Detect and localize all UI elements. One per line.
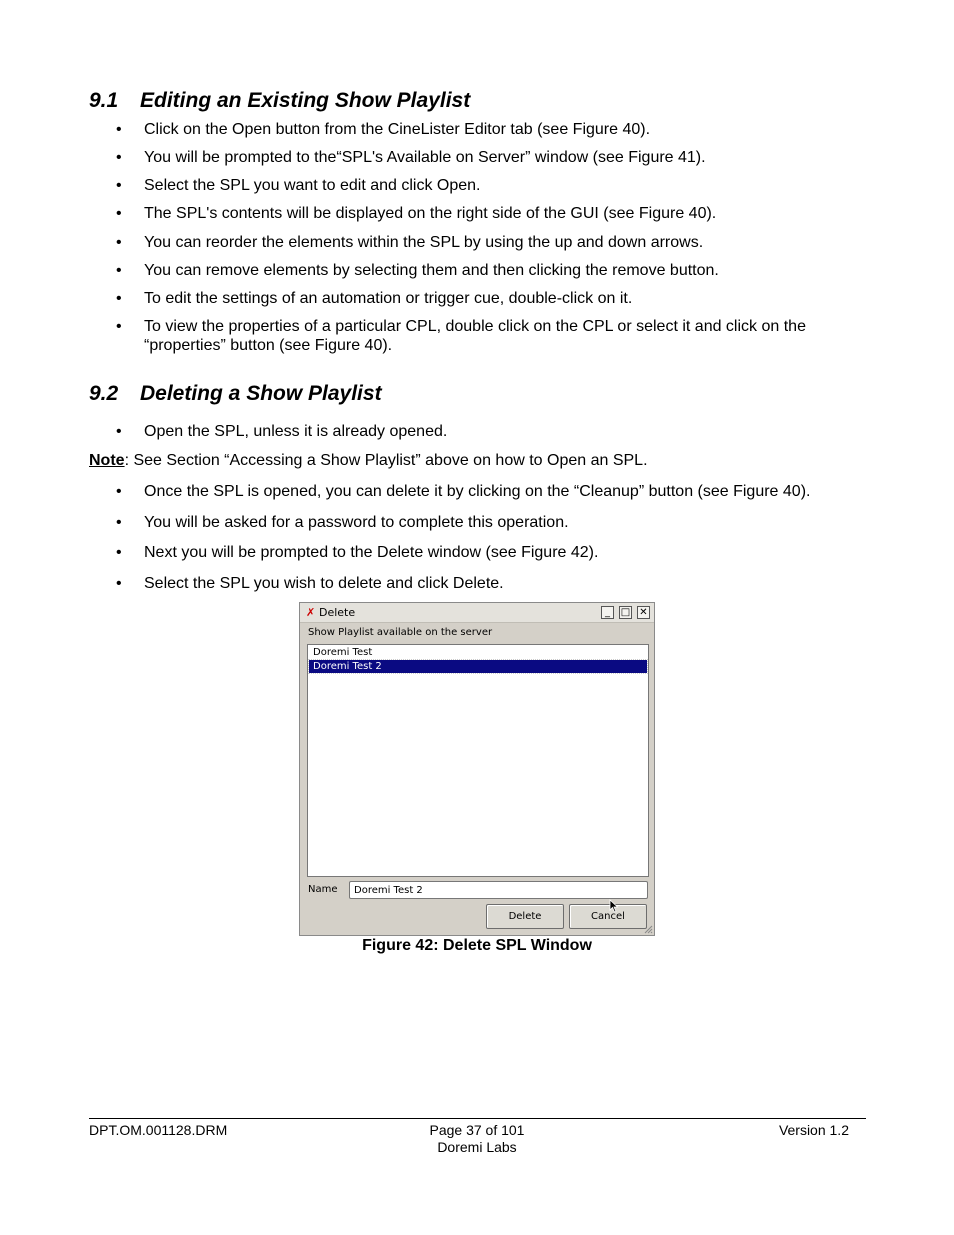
bullet-text: You can reorder the elements within the SPL by using the up and down arrows. [144, 234, 704, 251]
section-number: 9.1 [89, 89, 119, 112]
bullet-text: Select the SPL you wish to delete and click Delete. [144, 575, 504, 592]
bullet-text: The SPL's contents will be displayed on the right side of the GUI (see Figure 40). [144, 205, 717, 222]
playlist-list[interactable] [307, 644, 649, 877]
name-label: Name [308, 884, 338, 895]
section-number: 9.2 [89, 382, 119, 405]
bullet-item [116, 204, 866, 223]
maximize-button[interactable]: □ [620, 607, 631, 618]
list-item[interactable]: Doremi Test [313, 647, 373, 658]
bullet-item [116, 261, 866, 280]
footer-company: Doremi Labs [437, 1139, 517, 1155]
bullet-text: Next you will be prompted to the Delete window (see Figure 42). [144, 544, 599, 561]
bullet-item [116, 513, 866, 532]
bullet-text: Once the SPL is opened, you can delete it by clicking on the “Cleanup” button (see Figure 40). [144, 483, 811, 500]
bullet-item [116, 574, 866, 593]
bullet-icon: • [116, 544, 122, 561]
bullet-text: To edit the settings of an automation or trigger cue, double-click on it. [144, 290, 633, 307]
section-title: Deleting a Show Playlist [140, 382, 382, 405]
bullet-item [116, 233, 866, 252]
bullet-item [116, 317, 866, 355]
footer-page-number: Page 37 of 101 [429, 1122, 525, 1138]
bullet-item [116, 543, 866, 562]
bullet-icon: • [116, 205, 122, 222]
bullet-text: You will be asked for a password to complete this operation. [144, 514, 569, 531]
note-text: : See Section “Accessing a Show Playlist” above on how to Open an SPL. [124, 452, 648, 469]
footer-doc-id: DPT.OM.001128.DRM [89, 1122, 228, 1138]
dialog-title: Delete [319, 606, 356, 619]
bullet-icon: • [116, 290, 122, 307]
bullet-icon: • [116, 318, 122, 335]
bullet-item [116, 422, 866, 441]
list-label: Show Playlist available on the server [308, 627, 493, 638]
bullet-item [116, 120, 866, 139]
bullet-icon: • [116, 121, 122, 138]
section-heading-9-2 [89, 382, 382, 406]
dialog-titlebar[interactable] [300, 603, 654, 623]
section-heading-9-1 [89, 89, 470, 113]
bullet-text: To view the properties of a particular CPL, double click on the CPL or select it and click on the “properties” button (see Figure 40). [144, 318, 806, 354]
bullet-item [116, 148, 866, 167]
mouse-cursor-icon [609, 899, 619, 913]
delete-dialog [299, 602, 655, 936]
resize-grip-icon[interactable] [643, 924, 653, 934]
bullet-icon: • [116, 423, 122, 440]
bullet-icon: • [116, 262, 122, 279]
close-button[interactable]: ✕ [637, 606, 650, 619]
minimize-button[interactable]: _ [601, 606, 614, 619]
bullet-item [116, 482, 866, 501]
list-item-selected[interactable]: Doremi Test 2 [309, 660, 647, 673]
bullet-icon: • [116, 149, 122, 166]
bullet-item [116, 176, 866, 195]
bullet-text: Select the SPL you want to edit and click Open. [144, 177, 481, 194]
delete-button[interactable]: Delete [486, 904, 564, 929]
app-icon: ✗ [306, 606, 316, 619]
bullet-icon: • [116, 483, 122, 500]
bullet-item [116, 289, 866, 308]
section-title: Editing an Existing Show Playlist [140, 89, 471, 112]
bullet-text: You will be prompted to the“SPL's Available on Server” window (see Figure 41). [144, 149, 706, 166]
cancel-button[interactable]: Cancel [569, 904, 647, 929]
bullet-icon: • [116, 234, 122, 251]
footer-divider [89, 1118, 866, 1119]
bullet-text: You can remove elements by selecting them and then clicking the remove button. [144, 262, 719, 279]
name-input[interactable] [349, 881, 648, 899]
note-paragraph [89, 451, 648, 470]
bullet-icon: • [116, 177, 122, 194]
bullet-icon: • [116, 575, 122, 592]
figure-caption: Figure 42: Delete SPL Window [362, 937, 592, 954]
footer-version: Version 1.2 [778, 1122, 849, 1138]
bullet-icon: • [116, 514, 122, 531]
bullet-text: Click on the Open button from the CineLister Editor tab (see Figure 40). [144, 121, 651, 138]
bullet-text: Open the SPL, unless it is already opened. [144, 423, 448, 440]
note-label: Note [89, 452, 125, 469]
